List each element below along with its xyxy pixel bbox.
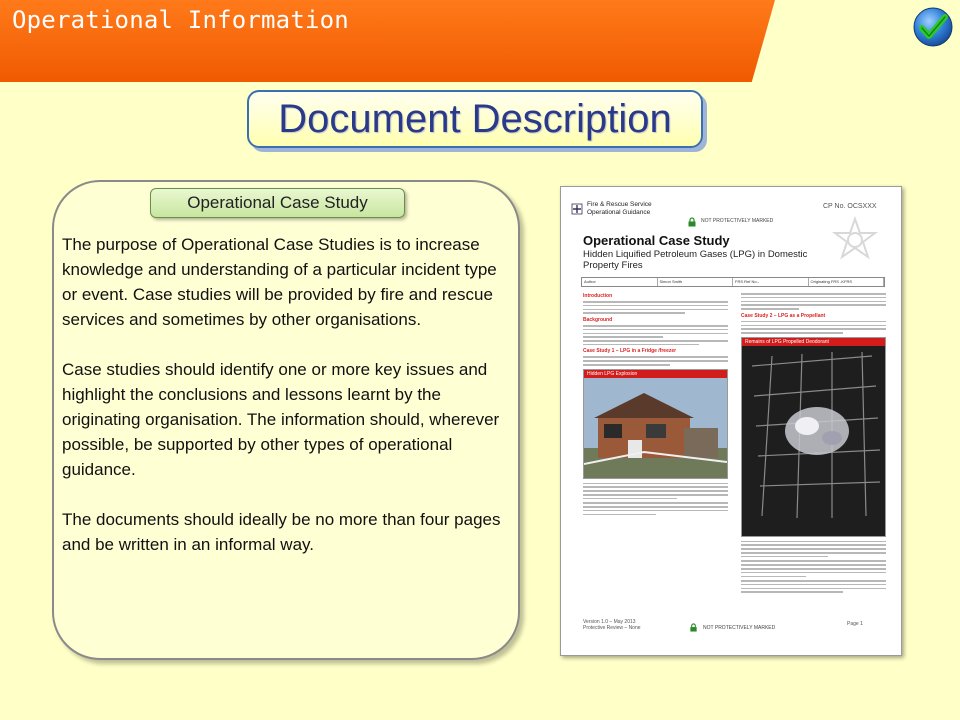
thumb-right-column: Case Study 2 – LPG as a Propellant Remains of LPG Propelled Deodorant xyxy=(741,291,886,596)
thumb-page-number: Page 1 xyxy=(847,621,863,627)
checkmark-icon[interactable] xyxy=(912,6,954,48)
thumb-footer: Version 1.0 – May 2013 Protective Review – None xyxy=(583,619,641,631)
document-description-title: Document Description xyxy=(278,96,672,141)
thumb-title: Operational Case Study xyxy=(583,233,730,248)
padlock-icon xyxy=(687,217,697,227)
document-description-box xyxy=(247,90,703,148)
thumb-subtitle: Hidden Liquified Petroleum Gases (LPG) in Domestic Property Fires xyxy=(583,249,808,271)
thumb-photo-house: Hidden LPG Explosion xyxy=(583,369,728,479)
thumb-cp-number: CP No. OCSXXX xyxy=(823,203,877,210)
thumb-marking: NOT PROTECTIVELY MARKED xyxy=(701,218,774,224)
operational-case-study-badge: Operational Case Study xyxy=(150,188,405,218)
section-title: Operational Information xyxy=(12,6,349,34)
thumb-photo-deodorant: Remains of LPG Propelled Deodorant xyxy=(741,337,886,537)
paragraph-purpose: The purpose of Operational Case Studies is to increase knowledge and understanding of a particular incident type or event. Case studies will be provided by fire and rescue services and sometimes by other organisations. xyxy=(62,235,497,329)
damaged-house-photo xyxy=(584,378,727,478)
thumb-meta-row: Author Simon Smith FRS Ref No.- Originating FRS -KFRS xyxy=(581,277,885,287)
thumb-footer-marking: NOT PROTECTIVELY MARKED xyxy=(703,625,776,631)
case-study-document-thumbnail xyxy=(560,186,902,656)
fire-service-logo-icon xyxy=(571,203,583,215)
paragraph-key-issues: Case studies should identify one or more key issues and highlight the conclusions and lessons learnt by the originating organisation. The information should, wherever possible, be supported by other types of operational guidance. xyxy=(62,360,500,479)
thumb-left-column: Introduction Background Case Study 1 – LPG in a Fridge /freezer Hidden LPG Explosion xyxy=(583,291,728,518)
thumb-organisation: Fire & Rescue Service Operational Guidance xyxy=(587,201,652,216)
description-body xyxy=(62,232,512,582)
star-crest-watermark-icon xyxy=(829,215,881,267)
burnt-deodorant-photo xyxy=(742,346,885,536)
padlock-icon xyxy=(689,623,698,632)
paragraph-length: The documents should ideally be no more than four pages and be written in an informal way. xyxy=(62,510,501,554)
